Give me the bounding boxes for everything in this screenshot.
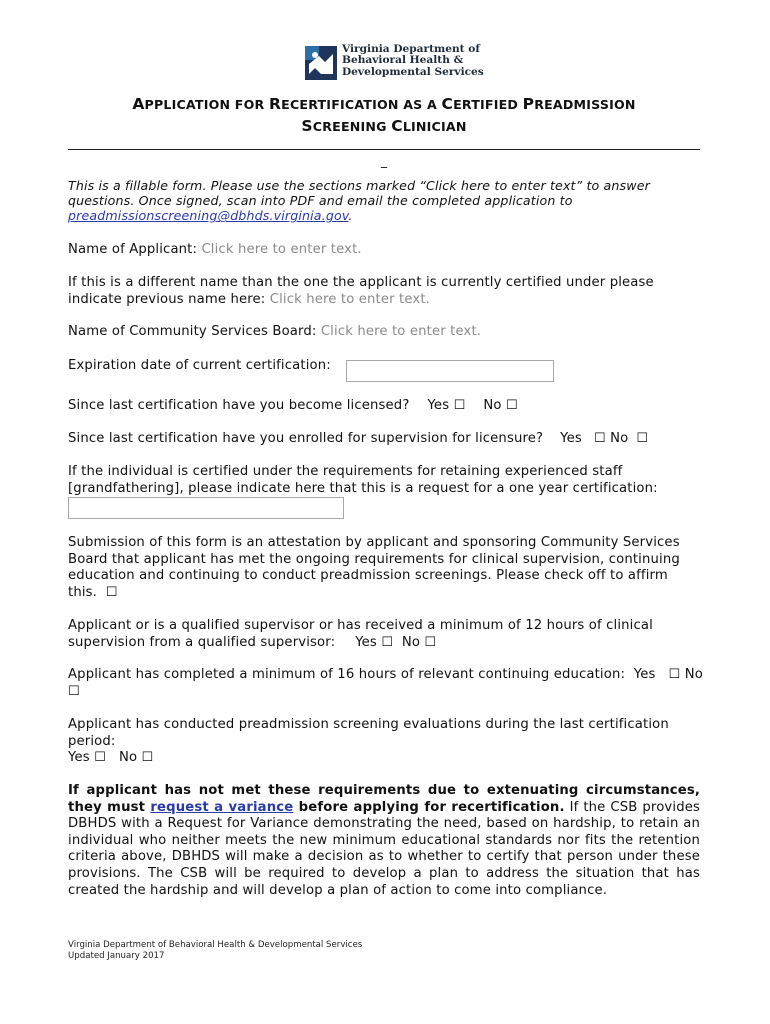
title-part: ERTIFIED bbox=[453, 97, 523, 112]
supervisor-yes-label: Yes bbox=[355, 634, 377, 650]
screenings-yes-label: Yes bbox=[68, 750, 90, 766]
licensed-question-row bbox=[68, 398, 702, 415]
title-part: PPLICATION FOR bbox=[144, 97, 269, 112]
screenings-no-label: No bbox=[118, 750, 138, 766]
supervisor-no-checkbox[interactable]: ☐ bbox=[424, 634, 437, 650]
applicant-name-field[interactable]: Click here to enter text. bbox=[201, 242, 362, 257]
separator-mark: _ bbox=[381, 154, 387, 168]
intro-instructions bbox=[68, 178, 702, 224]
supervision-yes-label: Yes bbox=[560, 431, 582, 446]
page-footer bbox=[68, 940, 362, 962]
supervisor-requirement-row bbox=[68, 618, 702, 651]
education-requirement-row bbox=[68, 667, 708, 700]
variance-paragraph bbox=[68, 783, 700, 899]
supervisor-no-label: No bbox=[401, 634, 421, 650]
attestation-checkbox[interactable]: ☐ bbox=[105, 584, 118, 600]
supervision-no-label: No bbox=[610, 431, 629, 446]
previous-name-label: If this is a different name than the one the applicant is currently certified under please indicate previous name here: bbox=[68, 275, 654, 307]
supervisor-yes-checkbox[interactable]: ☐ bbox=[381, 634, 394, 650]
title-part: LINICIAN bbox=[402, 118, 467, 134]
email-link[interactable]: preadmissionscreening@dbhds.virginia.gov bbox=[68, 208, 349, 224]
title-cap: A bbox=[132, 95, 145, 113]
title-cap: C bbox=[441, 95, 454, 113]
applicant-name-row bbox=[68, 242, 702, 259]
title-part: CREENING bbox=[312, 118, 392, 134]
screenings-requirement-row bbox=[68, 717, 702, 767]
logo-line-2: Behavioral Health & bbox=[342, 54, 464, 67]
logo-line-1: Virginia Department of bbox=[342, 43, 480, 55]
screenings-yes-checkbox[interactable]: ☐ bbox=[94, 750, 106, 766]
education-yes-checkbox[interactable]: ☐ bbox=[668, 667, 681, 682]
title-cap: S bbox=[301, 116, 313, 135]
education-no-checkbox[interactable]: ☐ bbox=[68, 683, 80, 699]
logo-line-3: Developmental Services bbox=[342, 65, 484, 78]
licensed-no-checkbox[interactable]: ☐ bbox=[505, 398, 518, 413]
licensed-question: Since last certification have you become licensed? bbox=[68, 398, 410, 413]
title-divider bbox=[68, 149, 700, 150]
dbhds-logo bbox=[305, 43, 484, 84]
logo-text bbox=[342, 44, 484, 78]
dbhds-logo-icon bbox=[305, 46, 337, 80]
variance-body-text: If the CSB provides DBHDS with a Request for Variance demonstrating the need, based on hardship, to retain an individual who neither meets the new minimum educational standards nor fits the retention criteria above, DBHDS will make a decision as to whether to certify that person under these provisions. The CSB will be required to develop a plan to address the situation that has created the hardship and will develop a plan of action to come into compliance. bbox=[68, 799, 701, 898]
education-requirement-text: Applicant has completed a minimum of 16 hours of relevant continuing education: bbox=[68, 667, 626, 682]
licensed-yes-checkbox[interactable]: ☐ bbox=[453, 398, 466, 413]
request-variance-link[interactable]: request a variance bbox=[150, 799, 294, 815]
intro-period: . bbox=[348, 208, 353, 224]
screenings-no-checkbox[interactable]: ☐ bbox=[141, 750, 154, 766]
csb-name-field[interactable]: Click here to enter text. bbox=[320, 324, 482, 339]
title-part: READMISSION bbox=[534, 97, 636, 112]
expiration-label: Expiration date of current certification: bbox=[68, 358, 331, 373]
licensed-yes-label: Yes bbox=[427, 398, 450, 413]
footer-updated-date: Updated January 2017 bbox=[68, 951, 165, 961]
title-cap: R bbox=[269, 95, 282, 113]
supervision-yes-checkbox[interactable]: ☐ bbox=[593, 431, 606, 446]
attestation-text: Submission of this form is an attestation by applicant and sponsoring Community Services Board that applicant has met the ongoing requirements for clinical supervision, continuing education and continuing to conduct preadmission screenings. Please check off to affirm this. bbox=[68, 535, 680, 600]
previous-name-field[interactable]: Click here to enter text. bbox=[269, 291, 431, 307]
grandfathering-input[interactable] bbox=[68, 497, 344, 519]
education-yes-label: Yes bbox=[633, 667, 656, 682]
attestation-paragraph bbox=[68, 535, 702, 601]
intro-text: This is a fillable form. Please use the sections marked “Click here to enter text” to answer questions. Once signed, scan into PDF and email the completed application to bbox=[68, 178, 650, 209]
screenings-requirement-text: Applicant has conducted preadmission screening evaluations during the last certification period: bbox=[68, 717, 669, 749]
licensed-no-label: No bbox=[483, 398, 502, 413]
education-no-label: No bbox=[684, 667, 703, 682]
expiration-date-input[interactable] bbox=[346, 360, 554, 382]
footer-organization: Virginia Department of Behavioral Health & Developmental Services bbox=[68, 940, 363, 950]
supervisor-requirement-text: Applicant or is a qualified supervisor or has received a minimum of 12 hours of clinical supervision from a qualified supervisor: bbox=[68, 618, 653, 650]
page-title bbox=[68, 94, 700, 137]
variance-bold-text-2: before applying for recertification. bbox=[293, 799, 565, 815]
title-cap: C bbox=[391, 116, 403, 135]
applicant-name-label: Name of Applicant: bbox=[68, 242, 202, 257]
supervision-no-checkbox[interactable]: ☐ bbox=[636, 431, 649, 446]
title-cap: P bbox=[522, 95, 535, 113]
previous-name-row bbox=[68, 275, 702, 308]
title-part: ECERTIFICATION AS A bbox=[281, 97, 442, 112]
variance-bold-text: If applicant has not met these requirements due to extenuating circumstances, they must bbox=[68, 783, 700, 815]
csb-name-label: Name of Community Services Board: bbox=[68, 324, 321, 339]
csb-name-row bbox=[68, 324, 702, 341]
supervision-question: Since last certification have you enrolled for supervision for licensure? bbox=[68, 431, 544, 446]
grandfathering-question: If the individual is certified under the requirements for retaining experienced staff [grandfathering], please indicate here that this is a request for a one year certification: bbox=[68, 464, 658, 496]
supervision-question-row bbox=[68, 431, 748, 448]
